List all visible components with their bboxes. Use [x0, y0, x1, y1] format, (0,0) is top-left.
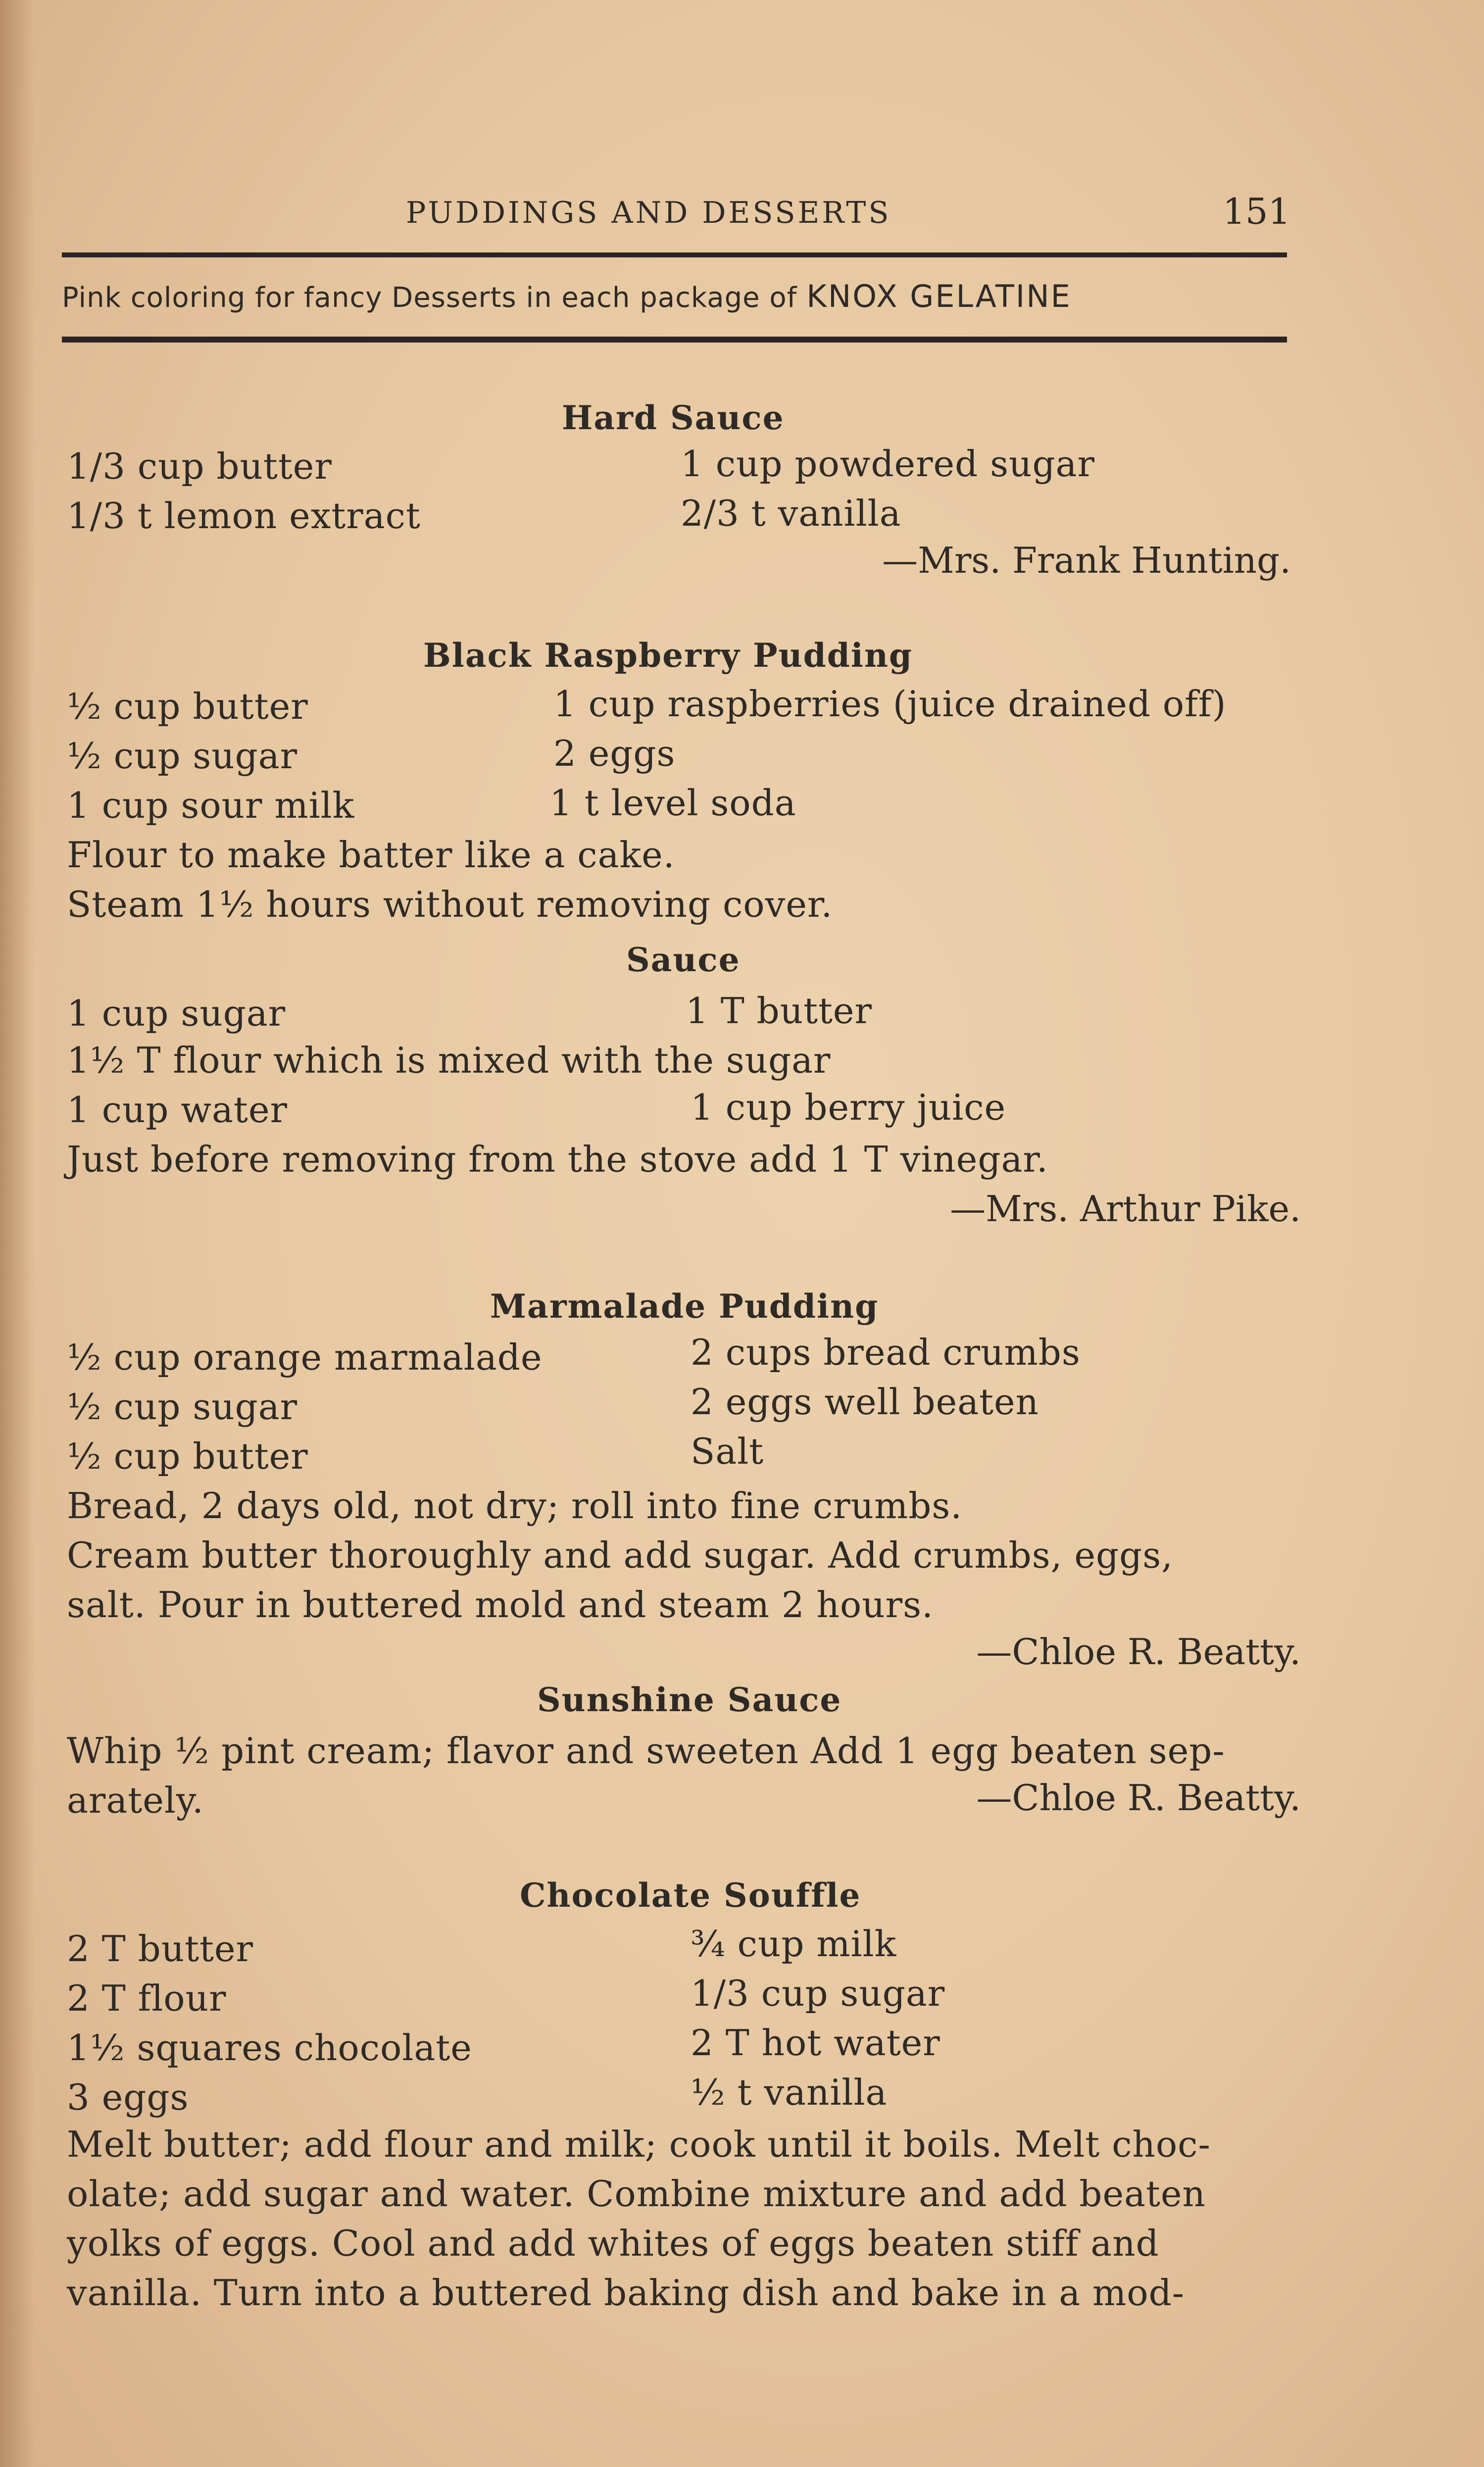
- ingredient-right: 2 eggs well beaten: [691, 1381, 1039, 1423]
- ingredient-left: 2 T flour: [67, 1977, 227, 2019]
- recipe-title-marmalade: Marmalade Pudding: [490, 1287, 879, 1326]
- direction-line: olate; add sugar and water. Combine mixture and add beaten: [67, 2173, 1206, 2215]
- ingredient-right: 2/3 t vanilla: [681, 493, 901, 534]
- ingredient-left: ½ cup butter: [67, 686, 308, 727]
- gelatine-banner: [62, 278, 1072, 314]
- header-rule-top: [62, 252, 1287, 257]
- ingredient-left: 1 cup sugar: [67, 992, 286, 1034]
- ingredient-right: 1 t level soda: [549, 782, 796, 824]
- ingredient-left: 1/3 t lemon extract: [67, 495, 421, 537]
- recipe-title-hard-sauce: Hard Sauce: [562, 398, 785, 437]
- direction-line: Flour to make batter like a cake.: [67, 834, 675, 876]
- recipe-title-black-raspberry: Black Raspberry Pudding: [423, 636, 913, 675]
- ingredient-left: 1½ squares chocolate: [67, 2027, 472, 2069]
- direction-line: salt. Pour in buttered mold and steam 2 hours.: [67, 1584, 934, 1626]
- attribution: —Mrs. Arthur Pike.: [950, 1188, 1301, 1230]
- header-rule-bottom: [62, 337, 1287, 343]
- ingredient-left: 2 T butter: [67, 1928, 253, 1970]
- ingredient-right: 1 cup berry juice: [691, 1086, 1006, 1128]
- direction-line: Cream butter thoroughly and add sugar. Add crumbs, eggs,: [67, 1534, 1174, 1576]
- direction-line: Bread, 2 days old, not dry; roll into fine crumbs.: [67, 1485, 963, 1527]
- running-head: PUDDINGS AND DESSERTS: [406, 196, 891, 230]
- direction-line: yolks of eggs. Cool and add whites of eggs beaten stiff and: [67, 2222, 1159, 2264]
- attribution: —Chloe R. Beatty.: [976, 1631, 1301, 1673]
- recipe-title-chocolate-souffle: Chocolate Souffle: [520, 1876, 861, 1915]
- direction-line: Just before removing from the stove add 1 T vinegar.: [67, 1138, 1048, 1180]
- ingredient-left: 1 cup sour milk: [67, 785, 355, 826]
- ingredient-right: 1 T butter: [686, 990, 872, 1032]
- ingredient-left: 3 eggs: [67, 2076, 189, 2118]
- banner-brand: KNOX GELATINE: [806, 278, 1072, 314]
- ingredient-right: 1 cup raspberries (juice drained off): [553, 683, 1227, 725]
- ingredient-left: ½ cup sugar: [67, 735, 298, 777]
- page-number: 151: [1223, 191, 1291, 232]
- ingredient-right: 2 T hot water: [691, 2022, 940, 2064]
- ingredient-right: 2 cups bread crumbs: [691, 1332, 1081, 1373]
- ingredient-right: 1/3 cup sugar: [691, 1973, 945, 2014]
- attribution: —Chloe R. Beatty.: [976, 1777, 1301, 1819]
- ingredient-right: 1 cup powdered sugar: [681, 443, 1095, 485]
- ingredient-left: ½ cup sugar: [67, 1386, 298, 1428]
- ingredient-right: 2 eggs: [553, 733, 676, 774]
- ingredient-left: ½ cup butter: [67, 1435, 308, 1477]
- direction-line: Melt butter; add flour and milk; cook until it boils. Melt choc-: [67, 2123, 1211, 2165]
- direction-line: Steam 1½ hours without removing cover.: [67, 884, 833, 925]
- direction-line: arately.: [67, 1779, 204, 1821]
- ingredient-left: 1½ T flour which is mixed with the sugar: [67, 1039, 831, 1081]
- direction-line: vanilla. Turn into a buttered baking dish and bake in a mod-: [67, 2272, 1185, 2314]
- ingredient-left: ½ cup orange marmalade: [67, 1336, 543, 1378]
- ingredient-right: Salt: [691, 1431, 764, 1472]
- ingredient-right: ¾ cup milk: [691, 1923, 897, 1965]
- sauce-subtitle: Sauce: [626, 940, 741, 979]
- ingredient-left: 1 cup water: [67, 1089, 288, 1131]
- ingredient-right: ½ t vanilla: [691, 2072, 888, 2113]
- direction-line: Whip ½ pint cream; flavor and sweeten Add 1 egg beaten sep-: [67, 1730, 1225, 1772]
- recipe-title-sunshine-sauce: Sunshine Sauce: [537, 1680, 842, 1719]
- ingredient-left: 1/3 cup butter: [67, 445, 332, 487]
- attribution: —Mrs. Frank Hunting.: [882, 540, 1291, 581]
- banner-text: Pink coloring for fancy Desserts in each package of: [62, 282, 797, 314]
